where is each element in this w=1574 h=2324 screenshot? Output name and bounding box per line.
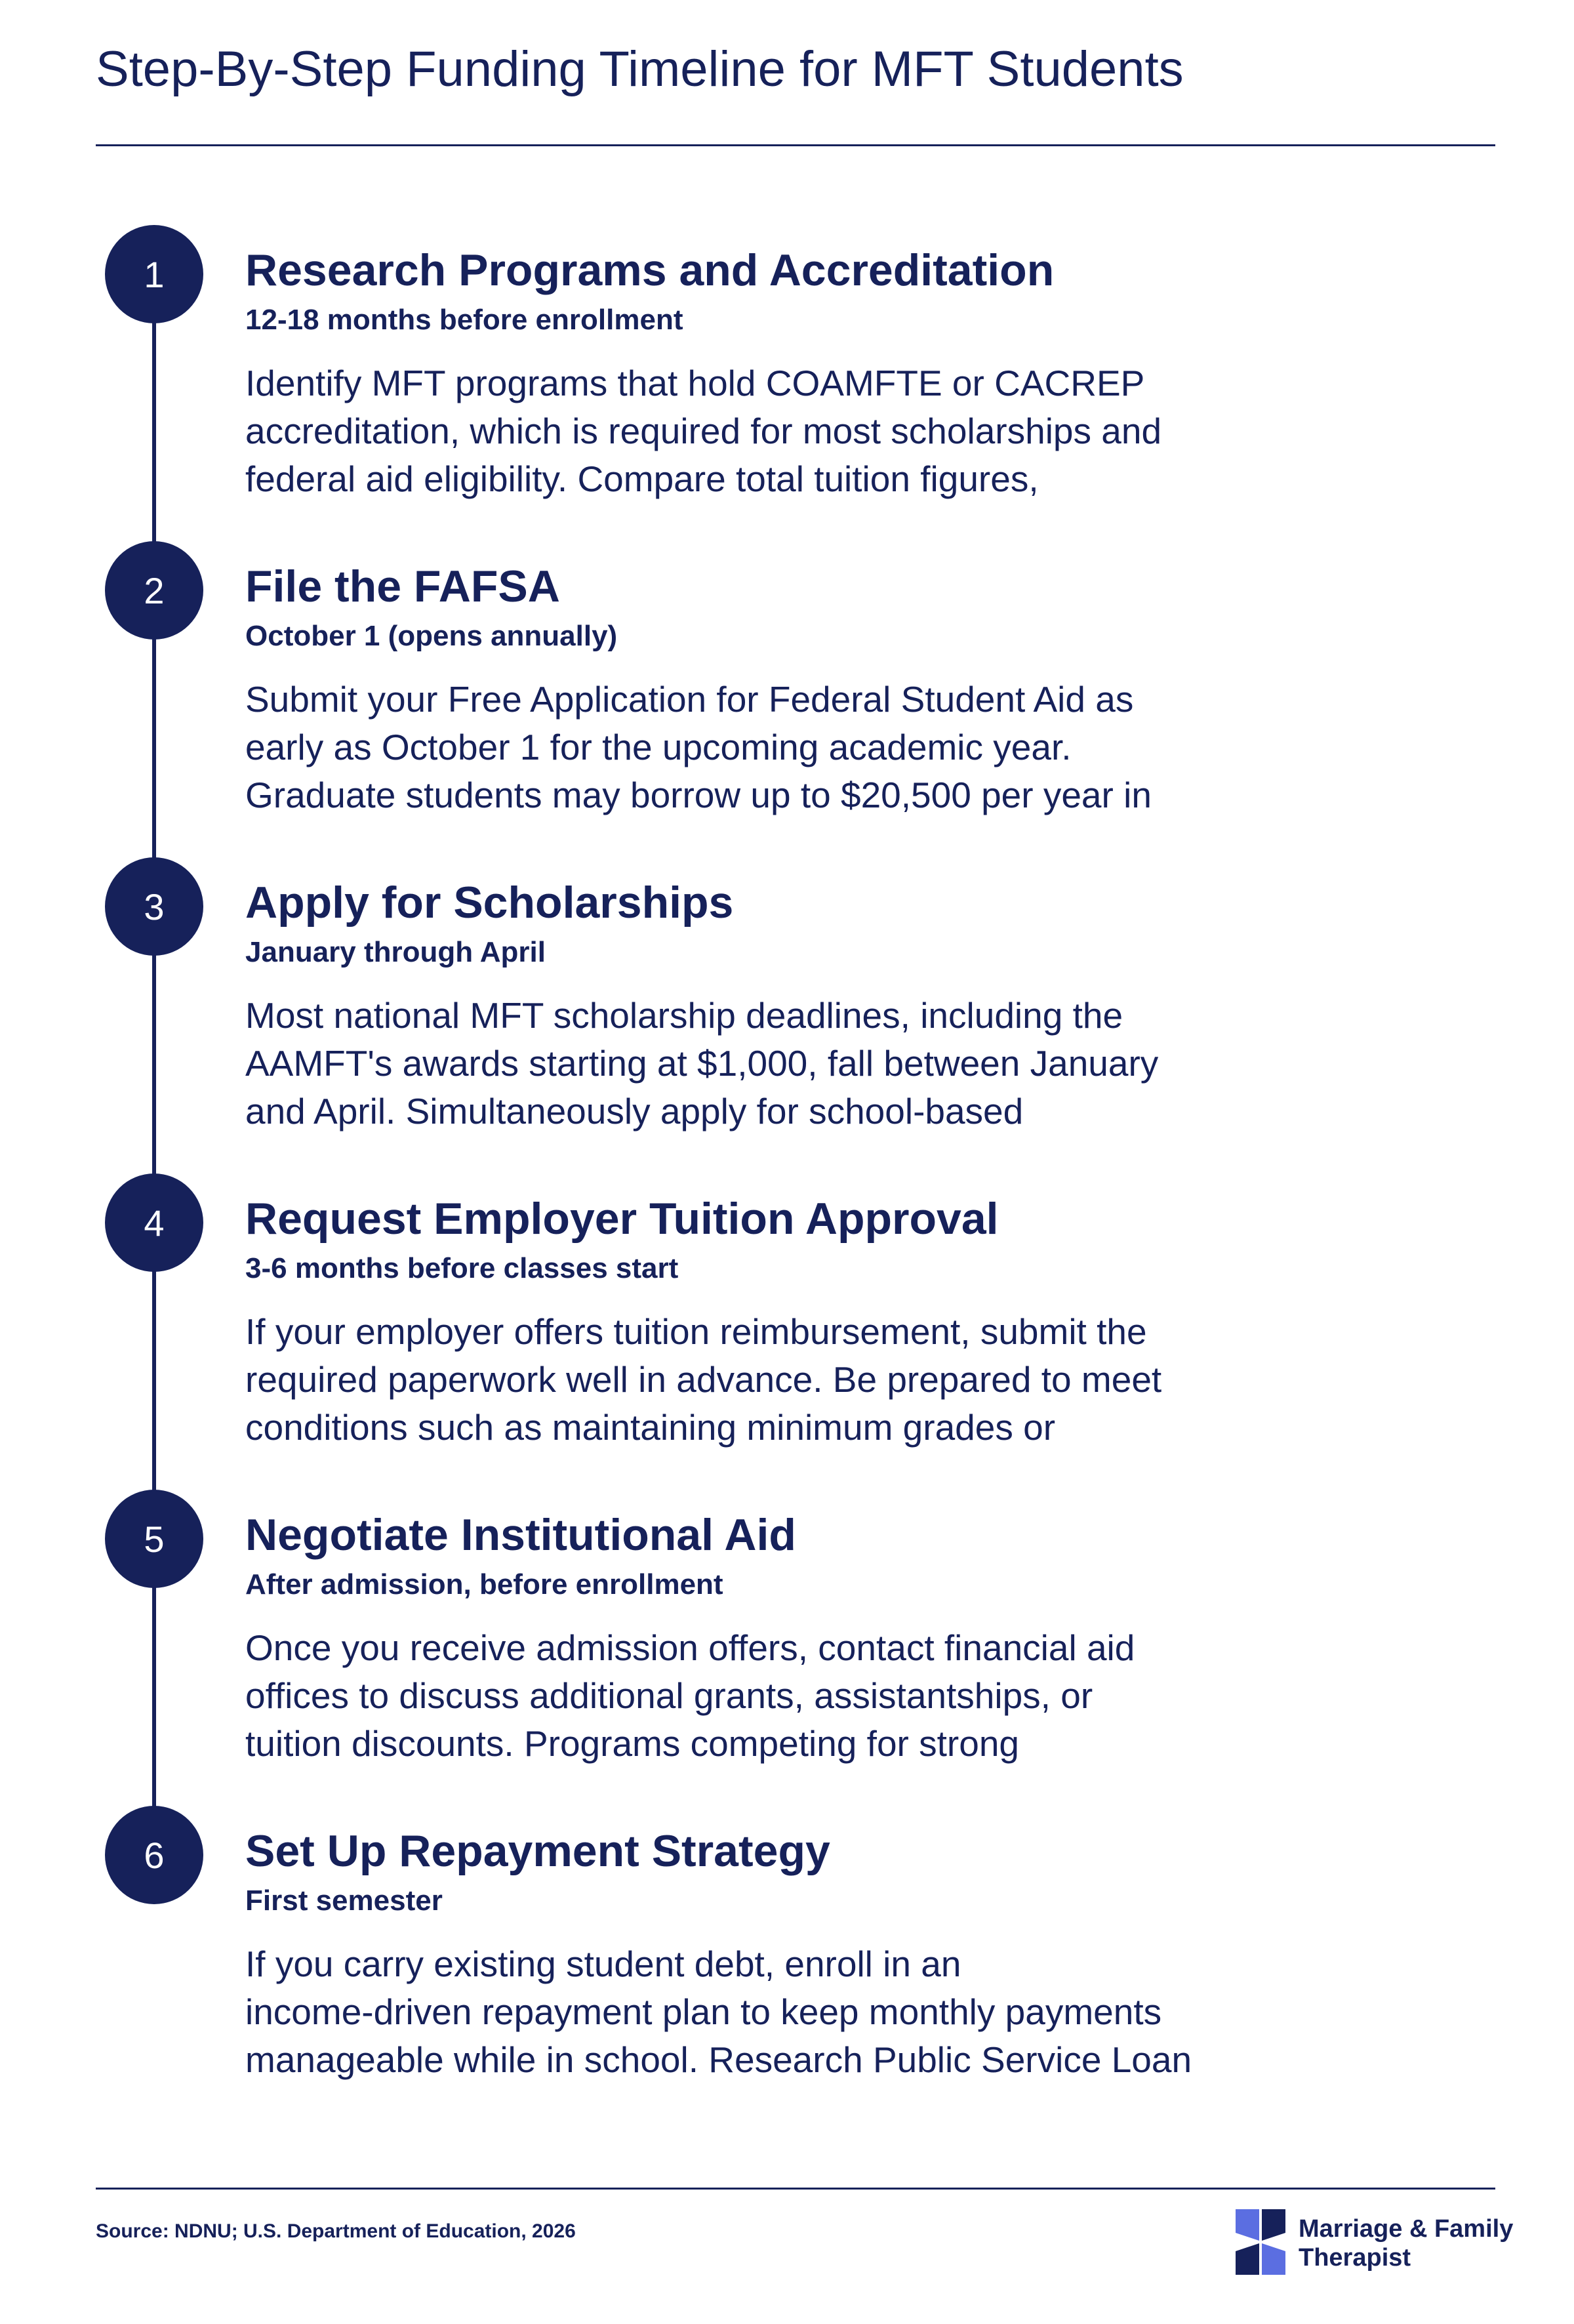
timeline-step-4 bbox=[0, 1173, 1574, 1488]
step-description bbox=[245, 359, 1229, 503]
step-description bbox=[245, 676, 1229, 819]
step-description-line: Graduate students may borrow up to $20,500 per year in bbox=[245, 775, 1152, 815]
timeline-step-5 bbox=[0, 1490, 1574, 1804]
step-description-line: required paperwork well in advance. Be prepared to meet bbox=[245, 1359, 1162, 1400]
step-title: Set Up Repayment Strategy bbox=[245, 1826, 830, 1876]
timeline-step-1 bbox=[0, 225, 1574, 540]
source-note: Source: NDNU; U.S. Department of Education, 2026 bbox=[96, 2220, 576, 2242]
title-divider bbox=[96, 144, 1495, 146]
timeline-step-3 bbox=[0, 857, 1574, 1172]
step-description-line: conditions such as maintaining minimum grades or bbox=[245, 1407, 1056, 1448]
step-description-line: federal aid eligibility. Compare total tuition figures, bbox=[245, 459, 1039, 499]
brand-logo-line-1: Marriage & Family bbox=[1299, 2215, 1514, 2243]
step-timing: First semester bbox=[245, 1885, 443, 1917]
step-description-line: Submit your Free Application for Federal Student Aid as bbox=[245, 679, 1134, 720]
step-number-badge: 5 bbox=[105, 1490, 203, 1588]
timeline-step-6 bbox=[0, 1806, 1574, 2121]
step-description-line: early as October 1 for the upcoming academic year. bbox=[245, 727, 1072, 767]
step-title: File the FAFSA bbox=[245, 561, 560, 611]
brand-logo-line-2: Therapist bbox=[1299, 2244, 1411, 2272]
step-description-line: If you carry existing student debt, enroll in an bbox=[245, 1944, 961, 1984]
step-description-line: manageable while in school. Research Public Service Loan bbox=[245, 2039, 1192, 2080]
step-timing: October 1 (opens annually) bbox=[245, 620, 618, 652]
step-description-line: AAMFT's awards starting at $1,000, fall between January bbox=[245, 1043, 1159, 1084]
step-description-line: accreditation, which is required for most scholarships and bbox=[245, 411, 1162, 451]
step-description-line: offices to discuss additional grants, assistantships, or bbox=[245, 1675, 1093, 1716]
page-title: Step-By-Step Funding Timeline for MFT Students bbox=[96, 41, 1184, 97]
step-number-badge: 1 bbox=[105, 225, 203, 323]
brand-logo-text bbox=[1299, 2214, 1513, 2272]
step-description-line: If your employer offers tuition reimbursement, submit the bbox=[245, 1311, 1147, 1352]
step-description-line: Most national MFT scholarship deadlines, including the bbox=[245, 995, 1123, 1036]
step-description-line: Once you receive admission offers, contact financial aid bbox=[245, 1627, 1135, 1668]
step-description bbox=[245, 1940, 1229, 2084]
step-title: Research Programs and Accreditation bbox=[245, 245, 1055, 295]
step-title: Apply for Scholarships bbox=[245, 878, 734, 928]
step-description-line: and April. Simultaneously apply for school-based bbox=[245, 1091, 1024, 1131]
step-description-line: tuition discounts. Programs competing for strong bbox=[245, 1723, 1020, 1764]
step-number-badge: 3 bbox=[105, 857, 203, 956]
step-description-line: income-driven repayment plan to keep monthly payments bbox=[245, 1991, 1162, 2032]
step-title: Request Employer Tuition Approval bbox=[245, 1194, 999, 1244]
brand-logo-icon bbox=[1233, 2207, 1288, 2277]
footer-divider bbox=[96, 2188, 1495, 2190]
step-number-badge: 4 bbox=[105, 1173, 203, 1272]
timeline-step-2 bbox=[0, 541, 1574, 856]
step-description bbox=[245, 1308, 1229, 1452]
step-number-badge: 6 bbox=[105, 1806, 203, 1904]
step-description bbox=[245, 1624, 1229, 1768]
step-title: Negotiate Institutional Aid bbox=[245, 1510, 796, 1560]
step-description-line: Identify MFT programs that hold COAMFTE or CACREP bbox=[245, 363, 1145, 403]
step-description bbox=[245, 992, 1229, 1135]
step-timing: 3-6 months before classes start bbox=[245, 1252, 679, 1284]
step-number-badge: 2 bbox=[105, 541, 203, 640]
step-timing: 12-18 months before enrollment bbox=[245, 304, 683, 336]
step-timing: January through April bbox=[245, 936, 546, 968]
brand-logo bbox=[1233, 2203, 1514, 2281]
step-timing: After admission, before enrollment bbox=[245, 1568, 723, 1600]
